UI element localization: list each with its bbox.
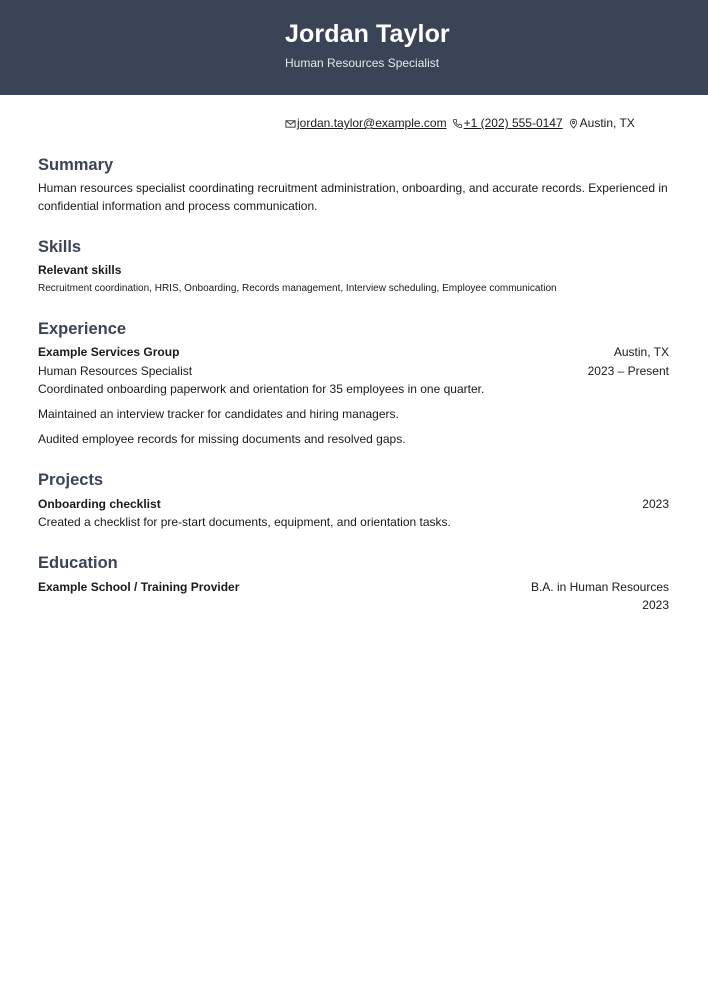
contact-phone [452, 116, 563, 130]
experience-heading: Experience [38, 320, 127, 338]
contact-line [285, 116, 640, 130]
project-year: 2023 [642, 497, 669, 511]
projects-heading: Projects [38, 471, 104, 489]
location-text: Austin, TX [579, 116, 635, 130]
education-school: Example School / Training Provider [38, 580, 240, 594]
project-name: Onboarding checklist [38, 497, 161, 511]
experience-bullet: Maintained an interview tracker for candidates and hiring managers. [38, 407, 399, 421]
experience-dates: 2023 – Present [587, 364, 669, 378]
resume-header [0, 0, 708, 95]
candidate-title: Human Resources Specialist [285, 56, 440, 70]
mail-icon [285, 118, 296, 129]
experience-company: Example Services Group [38, 345, 180, 359]
skills-group-label: Relevant skills [38, 263, 122, 277]
phone-link[interactable]: +1 (202) 555-0147 [463, 116, 563, 130]
education-year: 2023 [642, 598, 669, 612]
skills-heading: Skills [38, 238, 82, 256]
experience-role: Human Resources Specialist [38, 364, 193, 378]
email-link[interactable]: jordan.taylor@example.com [297, 116, 447, 130]
education-degree: B.A. in Human Resources [530, 580, 669, 594]
skills-list: Recruitment coordination, HRIS, Onboarding, Records management, Interview scheduling, Employee communication [38, 283, 557, 294]
education-heading: Education [38, 554, 118, 572]
project-description: Created a checklist for pre-start documents, equipment, and orientation tasks. [38, 515, 451, 529]
phone-icon [452, 118, 463, 129]
experience-bullet: Audited employee records for missing documents and resolved gaps. [38, 432, 406, 446]
experience-location: Austin, TX [613, 345, 669, 359]
candidate-name: Jordan Taylor [285, 20, 450, 48]
contact-location [568, 116, 635, 130]
summary-text: Human resources specialist coordinating recruitment administration, onboarding, and accurate records. Experienced in confidential information and process communication. [38, 181, 668, 213]
summary-heading: Summary [38, 156, 114, 174]
experience-bullet: Coordinated onboarding paperwork and orientation for 35 employees in one quarter. [38, 382, 485, 396]
contact-email [285, 116, 447, 130]
location-pin-icon [568, 118, 579, 129]
